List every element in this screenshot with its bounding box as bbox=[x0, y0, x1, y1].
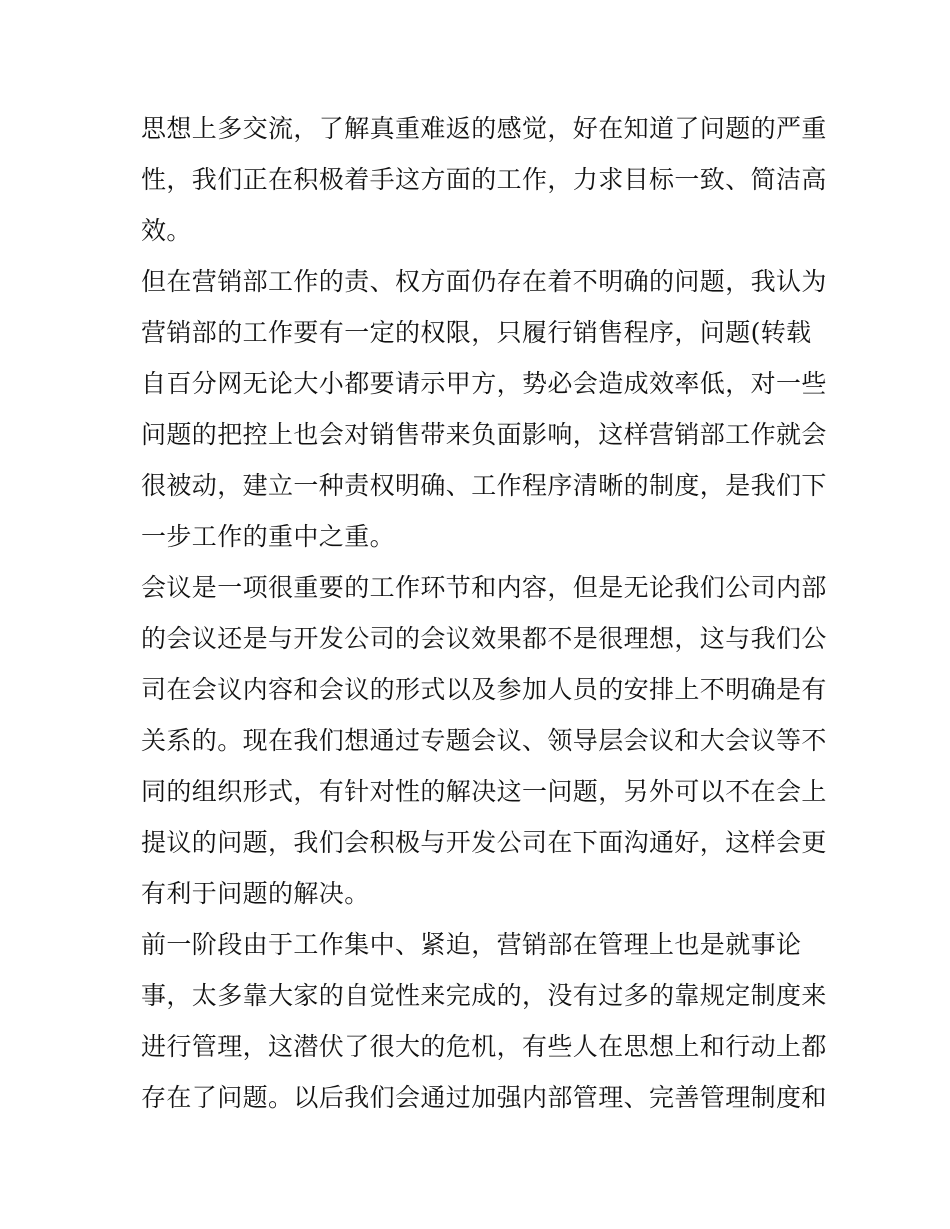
text-line: 营销部的工作要有一定的权限，只履行销售程序，问题(转载 bbox=[141, 318, 812, 347]
paragraph bbox=[141, 103, 827, 256]
text-line: 提议的问题，我们会积极与开发公司在下面沟通好，这样会更 bbox=[141, 828, 827, 857]
paragraph bbox=[141, 919, 827, 1123]
paragraph bbox=[141, 256, 827, 562]
text-line: 但在营销部工作的责、权方面仍存在着不明确的问题，我认为 bbox=[141, 267, 827, 296]
text-line: 司在会议内容和会议的形式以及参加人员的安排上不明确是有 bbox=[141, 675, 827, 704]
text-line: 很被动，建立一种责权明确、工作程序清晰的制度，是我们下 bbox=[141, 471, 827, 500]
text-line: 的会议还是与开发公司的会议效果都不是很理想，这与我们公 bbox=[141, 624, 827, 653]
text-line: 有利于问题的解决。 bbox=[141, 879, 370, 908]
document-body bbox=[141, 103, 827, 1123]
paragraph bbox=[141, 562, 827, 919]
text-line: 进行管理，这潜伏了很大的危机，有些人在思想上和行动上都 bbox=[141, 1032, 827, 1061]
text-line: 关系的。现在我们想通过专题会议、领导层会议和大会议等不 bbox=[141, 726, 827, 755]
text-line: 问题的把控上也会对销售带来负面影响，这样营销部工作就会 bbox=[141, 420, 827, 449]
text-line: 一步工作的重中之重。 bbox=[141, 522, 396, 551]
text-line: 存在了问题。以后我们会通过加强内部管理、完善管理制度和 bbox=[141, 1083, 827, 1112]
text-line: 同的组织形式，有针对性的解决这一问题，另外可以不在会上 bbox=[141, 777, 827, 806]
text-line: 性，我们正在积极着手这方面的工作，力求目标一致、简洁高 bbox=[141, 165, 827, 194]
text-line: 前一阶段由于工作集中、紧迫，营销部在管理上也是就事论 bbox=[141, 930, 802, 959]
text-line: 会议是一项很重要的工作环节和内容，但是无论我们公司内部 bbox=[141, 573, 827, 602]
text-line: 自百分网无论大小都要请示甲方，势必会造成效率低，对一些 bbox=[141, 369, 827, 398]
text-line: 思想上多交流，了解真重难返的感觉，好在知道了问题的严重 bbox=[141, 114, 827, 143]
text-line: 事，太多靠大家的自觉性来完成的，没有过多的靠规定制度来 bbox=[141, 981, 827, 1010]
text-line: 效。 bbox=[141, 216, 192, 245]
